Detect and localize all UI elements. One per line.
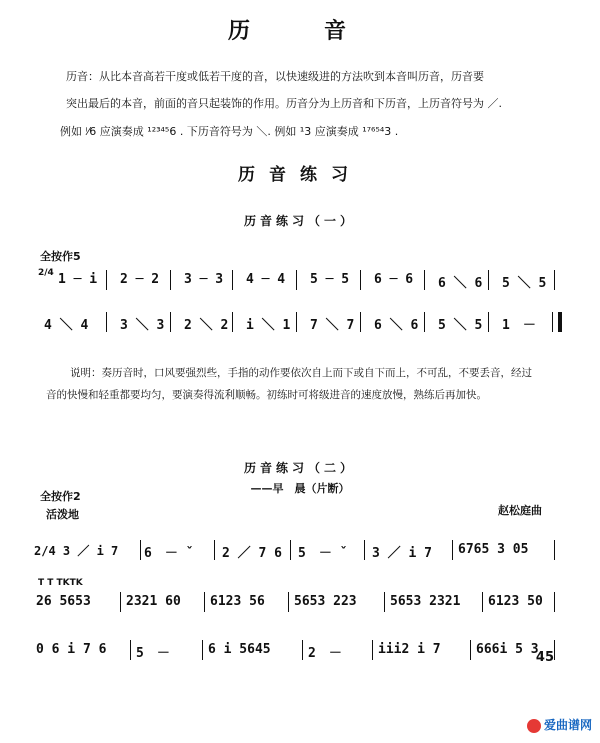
barline bbox=[554, 640, 555, 660]
exercise-1-row-1 bbox=[40, 268, 570, 294]
intro-line-1: 历音：从比本音高若干度或低若干度的音，以快速级进的方法吹到本音叫历音，历音要 bbox=[66, 70, 484, 83]
barline bbox=[232, 270, 233, 290]
measure: 2 ─ 2 bbox=[120, 272, 160, 287]
measure: 0 6 i 7 6 bbox=[36, 642, 107, 657]
barline bbox=[424, 312, 425, 332]
barline bbox=[106, 312, 107, 332]
measure: 2 － bbox=[308, 646, 342, 661]
barline bbox=[372, 640, 373, 660]
barline bbox=[470, 640, 471, 660]
explanation-line-1: 说明：奏历音时，口风要强烈些，手指的动作要依次自上而下或自下而上，不可乱，不要丢音，经过 bbox=[70, 367, 532, 379]
measure: 3 ─ 3 bbox=[184, 272, 224, 287]
exercise-2-title: 历音练习（二） bbox=[243, 461, 356, 475]
intro-line-3: 例如 ⁱ⁄6 应演奏成 ¹²³⁴⁵6 . 下历音符号为 ＼. 例如 ¹3 应演奏成 ¹⁷⁶⁵⁴3 . bbox=[60, 125, 399, 138]
measure: 666i 5 3 bbox=[476, 642, 539, 657]
measure: 6 i 5645 bbox=[208, 642, 271, 657]
measure: 3 ＼ 3 bbox=[120, 318, 165, 333]
measure: 5 － ˇ bbox=[298, 546, 348, 561]
barline bbox=[296, 312, 297, 332]
barline bbox=[288, 592, 289, 612]
barline bbox=[488, 270, 489, 290]
measure: 3 ／ i 7 bbox=[372, 546, 432, 561]
measure: 5 ＼ 5 bbox=[502, 276, 547, 291]
measure: 5 ＼ 5 bbox=[438, 318, 483, 333]
barline bbox=[554, 270, 555, 290]
measure: 1 ─ i bbox=[58, 272, 98, 287]
barline bbox=[130, 640, 131, 660]
barline bbox=[204, 592, 205, 612]
intro-line-2: 突出最后的本音，前面的音只起装饰的作用。历音分为上历音和下历音，上历音符号为 ／. bbox=[66, 97, 502, 110]
section-title: 历音练习 bbox=[238, 165, 362, 185]
barline bbox=[482, 592, 483, 612]
barline bbox=[364, 540, 365, 560]
barline bbox=[360, 270, 361, 290]
articulation-marks: T T TKTK bbox=[38, 578, 83, 588]
barline bbox=[140, 540, 141, 560]
measure: 2/4 3 ／ i 7 bbox=[34, 544, 119, 558]
measure: 7 ＼ 7 bbox=[310, 318, 355, 333]
measure: 6 － ˇ bbox=[144, 546, 194, 561]
page-number: 45 bbox=[535, 650, 554, 665]
measure: 5653 223 bbox=[294, 594, 357, 609]
barline bbox=[170, 270, 171, 290]
barline bbox=[554, 540, 555, 560]
music-note-icon bbox=[527, 719, 541, 733]
exercise-1-title: 历音练习（一） bbox=[243, 214, 356, 228]
measure: 6 ＼ 6 bbox=[438, 276, 483, 291]
measure: 5653 2321 bbox=[390, 594, 461, 609]
exercise-2-row-2 bbox=[34, 590, 564, 616]
measure: 2321 60 bbox=[126, 594, 181, 609]
barline bbox=[384, 592, 385, 612]
barline bbox=[232, 312, 233, 332]
barline bbox=[360, 312, 361, 332]
barline bbox=[202, 640, 203, 660]
measure: 26 5653 bbox=[36, 594, 91, 609]
page-title: 历 音 bbox=[227, 19, 372, 44]
exercise-2-row-3 bbox=[34, 638, 564, 664]
exercise-2-row-1 bbox=[34, 538, 564, 564]
exercise-1-key: 全按作5 bbox=[40, 250, 81, 263]
barline bbox=[424, 270, 425, 290]
exercise-2-key: 全按作2 bbox=[40, 490, 81, 503]
final-barline-thin bbox=[552, 312, 553, 332]
measure: 6123 56 bbox=[210, 594, 265, 609]
barline bbox=[106, 270, 107, 290]
measure: 6 ─ 6 bbox=[374, 272, 414, 287]
measure: i ＼ 1 bbox=[246, 318, 291, 333]
composer: 赵松庭曲 bbox=[498, 504, 542, 517]
measure: 2 ／ 7 6 bbox=[222, 546, 282, 561]
barline bbox=[214, 540, 215, 560]
barline bbox=[290, 540, 291, 560]
barline bbox=[170, 312, 171, 332]
measure: 6123 50 bbox=[488, 594, 543, 609]
barline bbox=[296, 270, 297, 290]
barline bbox=[302, 640, 303, 660]
exercise-2-subtitle: ——早 晨（片断） bbox=[250, 482, 350, 495]
measure: 5 ─ 5 bbox=[310, 272, 350, 287]
barline bbox=[554, 592, 555, 612]
exercise-2-tempo: 活泼地 bbox=[46, 508, 79, 521]
final-barline-thick bbox=[558, 312, 562, 332]
measure: 6765 3 05 bbox=[458, 542, 529, 557]
measure: 4 ＼ 4 bbox=[44, 318, 89, 333]
measure: 4 ─ 4 bbox=[246, 272, 286, 287]
explanation-line-2: 音的快慢和轻重都要均匀，要演奏得流利顺畅。初练时可将级进音的速度放慢，熟练后再加快。 bbox=[46, 389, 487, 401]
exercise-1-row-2 bbox=[40, 310, 570, 336]
exercise-1-time-signature: 2/4 bbox=[38, 268, 54, 278]
barline bbox=[120, 592, 121, 612]
measure: 1 － bbox=[502, 318, 536, 333]
watermark-text: 爱曲谱网 bbox=[543, 718, 592, 732]
barline bbox=[488, 312, 489, 332]
measure: 5 － bbox=[136, 646, 170, 661]
measure: iii2 i 7 bbox=[378, 642, 441, 657]
measure: 2 ＼ 2 bbox=[184, 318, 229, 333]
barline bbox=[452, 540, 453, 560]
watermark-logo bbox=[527, 716, 592, 733]
measure: 6 ＼ 6 bbox=[374, 318, 419, 333]
